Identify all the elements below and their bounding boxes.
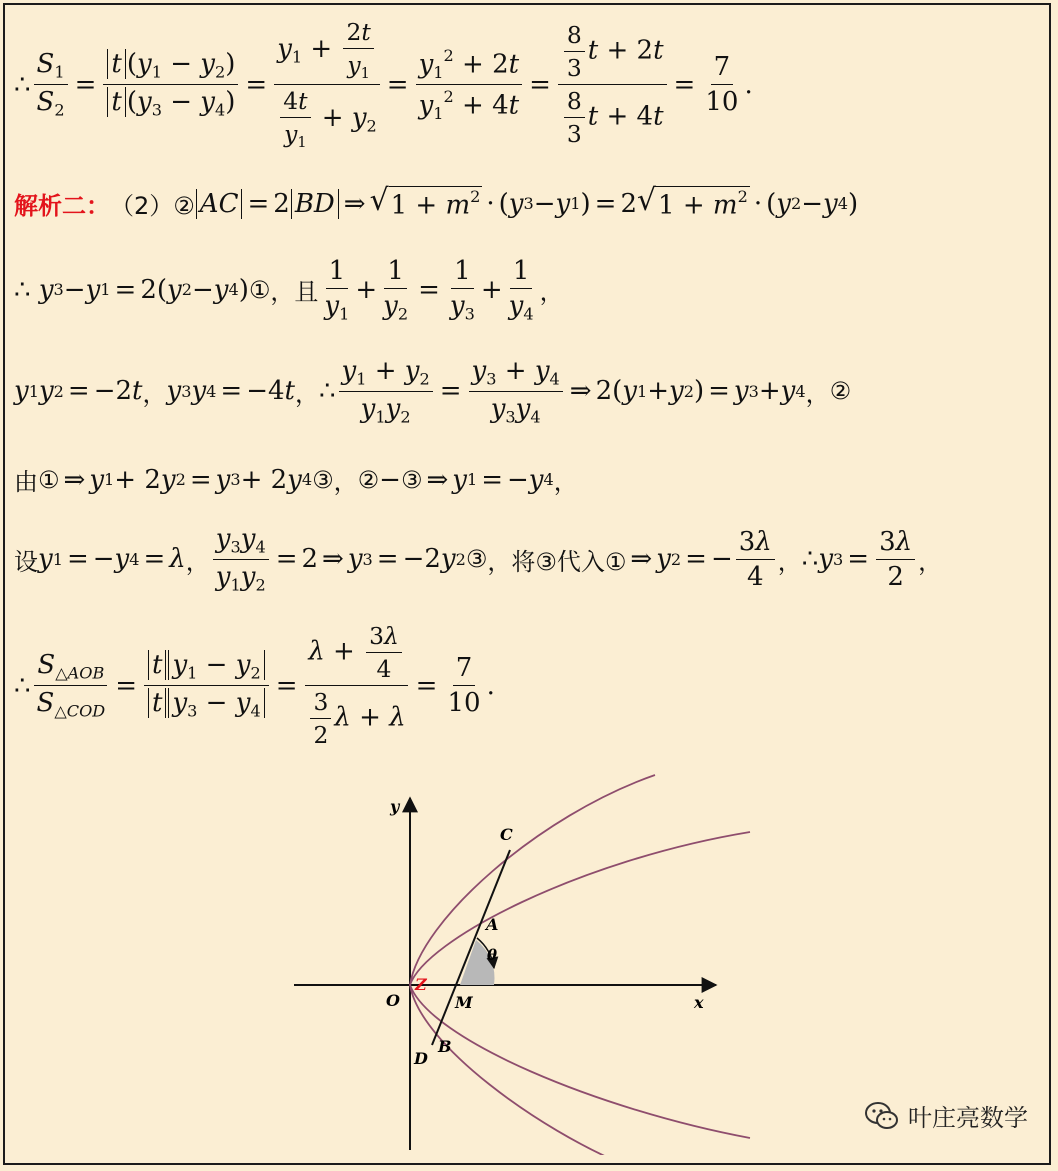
label-x: x bbox=[694, 993, 704, 1012]
label-m: M bbox=[455, 993, 473, 1012]
equation-lambda: 设 y 1 = − y 4 = λ ， $\frac{y_3y_4}{y_1y_2}$ = 2 ⇒ y 3 = −2 y 2 ③ ，将③代入① ⇒ y 2 = − $\frac{3\lambda}{4}$ ， ∴ y 3 = $\frac{3\lambda}{2}$ ， bbox=[14, 524, 943, 595]
part-marker: （2）② bbox=[110, 192, 195, 220]
watermark bbox=[864, 1098, 1028, 1133]
watermark-text: 叶庄亮数学 bbox=[908, 1104, 1028, 1132]
outer-parabola-lower bbox=[410, 985, 625, 1155]
label-theta: θ bbox=[487, 946, 498, 964]
label-d: D bbox=[414, 1049, 428, 1068]
label-a: A bbox=[486, 915, 499, 934]
label-c: C bbox=[500, 825, 513, 844]
solution-label: 解析二： bbox=[14, 192, 110, 220]
label-y: y bbox=[390, 797, 400, 816]
equation-relation-two: y 1 y 2 = −2 t ， y 3 y 4 = −4 t ， ∴ $\frac{y_1 + y_2}{y_1y_2}$ = $\frac{y_3 + y_4}{y_3y_4}$ ⇒ 2( y 1 + y 2 ) = y 3 + y 4 ， ② bbox=[14, 356, 852, 427]
wechat-icon bbox=[864, 1101, 900, 1131]
outer-parabola-upper bbox=[410, 775, 655, 985]
equation-area-ratio: ∴ $\frac{S_1}{S_2}$ = $\frac{t (y_1 - y_2)}{t (y_3 - y_4)}$ = $y_1$ + $\frac{2t}{y_1}$ $\frac{4t}{y_1}$ + $y_2$ = $\frac{y_1^2 + 2t}{y_1^2 + 4t}$ = $\frac{8}{3}$ t + 2t $\frac{8}{3}$ t + 4t = $\frac{7}{10}$ . bbox=[14, 18, 753, 152]
label-z: Z bbox=[415, 975, 427, 994]
solution-two-header: 解析二： （2）② AC = 2 BD ⇒ √ $1 + m^2$ · ( y 3 − y 1 ) = 2 √ $1 + m^2$ · ( y 2 − y 4 ) bbox=[14, 183, 859, 221]
equation-relation-three: 由 ① ⇒ y 1 + 2 y 2 = y 3 + 2 y 4 ③ ， ② − ③ ⇒ y 1 = − y 4 ， bbox=[14, 464, 578, 496]
inner-parabola-upper bbox=[410, 832, 750, 985]
equation-final-ratio: ∴ $\frac{S_{\triangle AOB}}{S_{\triangle COD}}$ = $\frac{t y_1 - y_2}{t y_3 - y_4}$ = λ + $\frac{3\lambda}{4}$ $\frac{3}{2}$ λ + λ = $\frac{7}{10}$ . bbox=[14, 622, 495, 749]
parabola-figure bbox=[280, 770, 760, 1155]
label-b: B bbox=[438, 1037, 452, 1056]
label-o: O bbox=[386, 991, 400, 1010]
equation-relation-one: ∴ y 3 − y 1 = 2( y 2 − y 4 ) ① ，且 $\frac{1}{y_1}$ + $\frac{1}{y_2}$ = $\frac{1}{y_3}$ + $\frac{1}{y_4}$ ， bbox=[14, 256, 564, 324]
